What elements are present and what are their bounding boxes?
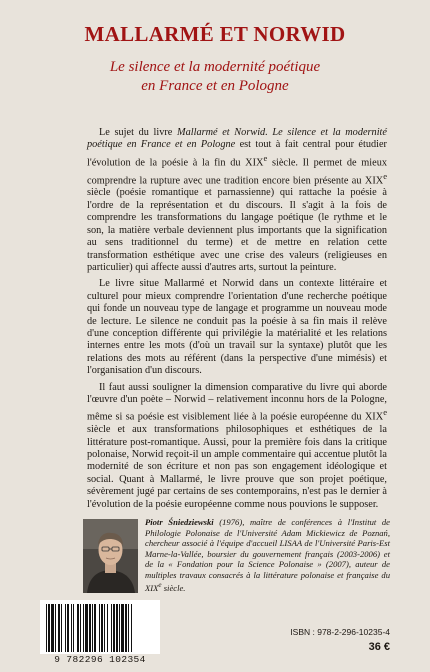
barcode — [40, 600, 160, 654]
blurb-paragraph-3: Il faut aussi souligner la dimension comparative du livre qui aborde l'œuvre d'un poète – Norwid – relativement inconnu hors de la Pologne, même si sa poésie est visiblement liée à la poésie européenne du XIXe siècle et aux transformations philosophiques et esthétiques de la littérature post-romantique. Aussi, pour la première fois dans la critique polonaise, Norwid reçoit-il un ample commentaire qui accentue plutôt la modernité de son écriture et non pas son engagement idéologique et social. Quant à Mallarmé, le livre prouve que son projet poétique, sévèrement jugé par certains de ses contemporains, n'est pas le dernier à l'évolution de la poésie européenne comme nous pouvions le supposer. — [87, 381, 387, 510]
subtitle-line-2: en France et en Pologne — [141, 78, 289, 94]
author-photo — [83, 519, 138, 593]
book-title: MALLARMÉ ET NORWID — [84, 22, 346, 46]
barcode-icon — [40, 600, 160, 654]
author-portrait-icon — [83, 519, 138, 593]
blurb-paragraph-1: Le sujet du livre Mallarmé et Norwid. Le silence et la modernité poétique en France et en Pologne est tout à fait central pour étudier l'évolution de la poésie à la fin du XIXe siècle. Il permet de mieux comprendre la rupture avec une tradition encore bien présente au XIXe siècle (poésie romantique et parnassienne) qui rattache la poésie à l'ordre de la représentation et du discours. Il s'agit à la fois de comprendre les transformations du langage poétique (le rythme et le son, la matière verbale deviennent plus importants que la signification au sens traditionnel du terme) et de mettre en relation cette transformation esthétique avec une crise des valeurs (religieuses en particulier) qui affecte aussi d'autres arts, surtout la peinture. — [87, 127, 388, 273]
author-bio: Piotr Śniedziewski (1976), maître de conférences à l'Institut de Philologie Polonaise de l'Université Adam Mickiewicz de Poznań, chercheur associé à l'équipe d'accueil LISAA de l'Université Paris-Est Marne-la-Vallée, boursier du gouvernement français (2003-2006) et de la « Fondation pour la Science Polonaise » (2007), auteur de multiples travaux consacrés à la littérature polonaise et française du XIXe siècle. — [145, 517, 390, 593]
subtitle-line-1: Le silence et la modernité poétique — [109, 59, 321, 75]
book-title-reference: Mallarmé et Norwid. Le silence et la modernité poétique en France et en Pologne — [87, 127, 387, 151]
blurb-text — [87, 127, 387, 511]
author-name: Piotr Śniedziewski — [145, 517, 214, 527]
barcode-number: 9 782296 102354 — [54, 654, 146, 665]
isbn: ISBN : 978-2-296-10235-4 — [290, 627, 390, 637]
book-subtitle — [0, 58, 430, 96]
price: 36 € — [368, 641, 390, 653]
blurb-paragraph-2: Le livre situe Mallarmé et Norwid dans un contexte littéraire et culturel pour mieux comprendre l'orientation d'une recherche poétique qui fonde un nouveau type de langage et programme un nouveau mode de lecture. Le silence ne conduit pas la poésie à sa fin mais il relève d'une conception différente qui privilégie la matérialité et les relations internes entre les mots (d'où un travail sur la syntaxe) plutôt que les relations des mots au référent (dans la perspective d'une mimésis) et l'organisation d'un discours. — [87, 278, 387, 377]
